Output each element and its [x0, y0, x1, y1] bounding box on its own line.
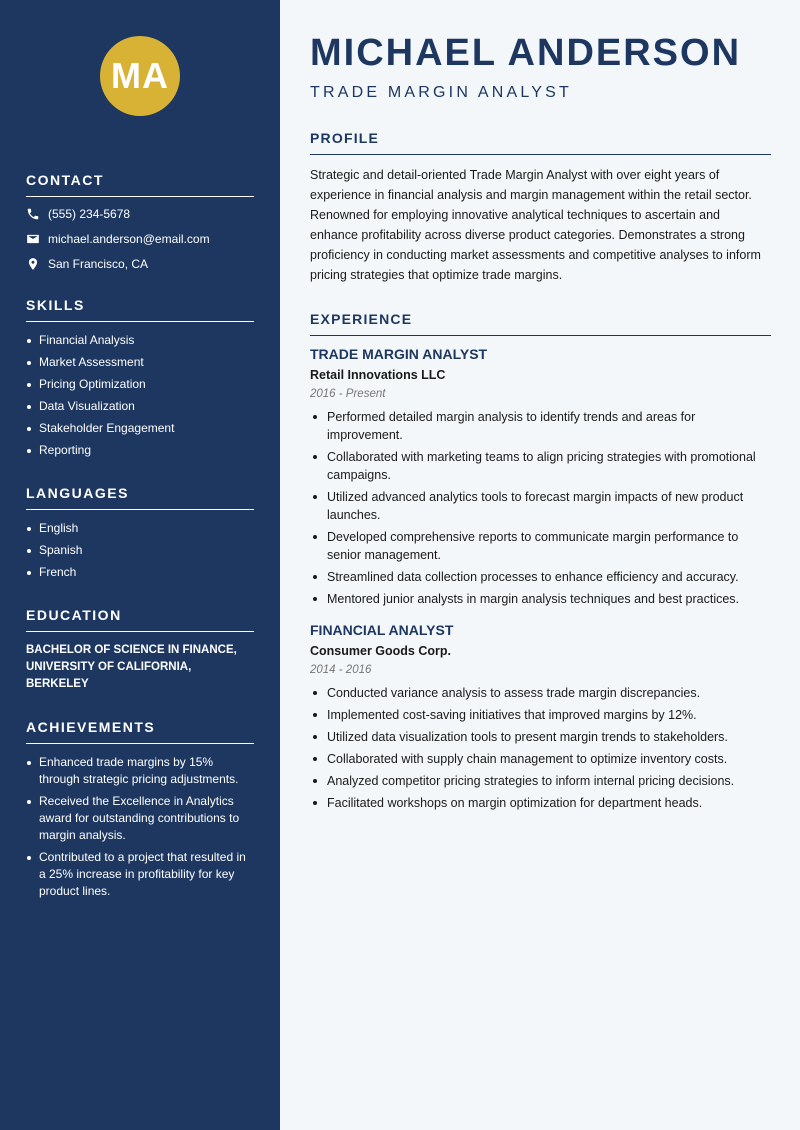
candidate-name: MICHAEL ANDERSON — [310, 32, 742, 74]
experience-section — [310, 311, 771, 812]
job-bullet: Collaborated with supply chain management to optimize inventory costs. — [310, 750, 771, 768]
job-bullet: Developed comprehensive reports to communicate margin performance to senior management. — [310, 528, 771, 564]
skills-heading: SKILLS — [26, 297, 254, 322]
mail-icon — [26, 232, 40, 246]
phone-text: (555) 234-5678 — [48, 207, 131, 221]
contact-location — [26, 257, 254, 271]
education-section — [26, 607, 254, 693]
skills-list — [26, 332, 254, 459]
education-degree — [26, 642, 254, 693]
achievements-section — [26, 719, 254, 900]
skill-item: Reporting — [26, 442, 254, 459]
language-item: Spanish — [26, 542, 254, 559]
languages-heading: LANGUAGES — [26, 485, 254, 510]
achievements-heading: ACHIEVEMENTS — [26, 719, 254, 744]
job-dates: 2014 - 2016 — [310, 664, 372, 676]
skill-item: Stakeholder Engagement — [26, 420, 254, 437]
skills-section — [26, 297, 254, 459]
profile-heading: PROFILE — [310, 130, 771, 155]
contact-section — [26, 172, 254, 271]
profile-section — [310, 130, 771, 285]
skill-item: Pricing Optimization — [26, 376, 254, 393]
skill-item: Data Visualization — [26, 398, 254, 415]
job-bullet: Conducted variance analysis to assess trade margin discrepancies. — [310, 684, 771, 702]
job-entry — [310, 346, 771, 608]
job-bullet: Utilized data visualization tools to present margin trends to stakeholders. — [310, 728, 771, 746]
job-bullet: Streamlined data collection processes to enhance efficiency and accuracy. — [310, 568, 771, 586]
degree-line-2: UNIVERSITY OF CALIFORNIA, BERKELEY — [26, 661, 192, 690]
profile-text: Strategic and detail-oriented Trade Margin Analyst with over eight years of experience in financial analysis and margin management within the retail sector. Renowned for employing innovative analytical techniques to ascertain and enhance profitability across diverse product categories. Demonstrates a strong proficiency in conducting market assessments and competitive analyses to inform pricing strategies that optimize trade margins. — [310, 168, 761, 282]
languages-list — [26, 520, 254, 581]
email-text: michael.anderson@email.com — [48, 232, 210, 246]
phone-icon — [26, 207, 40, 221]
achievements-list — [26, 754, 254, 900]
contact-email — [26, 232, 254, 246]
job-role: FINANCIAL ANALYST — [310, 622, 454, 638]
job-company: Retail Innovations LLC — [310, 368, 446, 382]
job-bullet: Utilized advanced analytics tools to forecast margin impacts of new product launches. — [310, 488, 771, 524]
job-bullet: Mentored junior analysts in margin analysis techniques and best practices. — [310, 590, 771, 608]
job-bullet: Implemented cost-saving initiatives that improved margins by 12%. — [310, 706, 771, 724]
job-bullet: Facilitated workshops on margin optimization for department heads. — [310, 794, 771, 812]
contact-heading: CONTACT — [26, 172, 254, 197]
experience-heading: EXPERIENCE — [310, 311, 771, 336]
skill-item: Market Assessment — [26, 354, 254, 371]
skill-item: Financial Analysis — [26, 332, 254, 349]
degree-line-1: BACHELOR OF SCIENCE IN FINANCE, — [26, 644, 237, 656]
language-item: English — [26, 520, 254, 537]
language-item: French — [26, 564, 254, 581]
sidebar — [0, 0, 280, 1130]
main-content — [280, 0, 800, 1130]
candidate-title: TRADE MARGIN ANALYST — [310, 84, 572, 101]
job-bullets — [310, 684, 771, 812]
location-pin-icon — [26, 257, 40, 271]
job-company: Consumer Goods Corp. — [310, 644, 451, 658]
job-entry — [310, 622, 771, 812]
languages-section — [26, 485, 254, 581]
achievement-item: Contributed to a project that resulted in a 25% increase in profitability for key product lines. — [26, 849, 254, 900]
job-bullet: Collaborated with marketing teams to align pricing strategies with promotional campaigns. — [310, 448, 771, 484]
job-bullet: Performed detailed margin analysis to identify trends and areas for improvement. — [310, 408, 771, 444]
avatar: MA — [100, 36, 180, 116]
job-bullets — [310, 408, 771, 608]
education-heading: EDUCATION — [26, 607, 254, 632]
job-dates: 2016 - Present — [310, 388, 386, 400]
job-role: TRADE MARGIN ANALYST — [310, 346, 488, 362]
location-text: San Francisco, CA — [48, 257, 149, 271]
achievement-item: Received the Excellence in Analytics award for outstanding contributions to margin analysis. — [26, 793, 254, 844]
achievement-item: Enhanced trade margins by 15% through strategic pricing adjustments. — [26, 754, 254, 788]
contact-phone — [26, 207, 254, 221]
job-bullet: Analyzed competitor pricing strategies to inform internal pricing decisions. — [310, 772, 771, 790]
